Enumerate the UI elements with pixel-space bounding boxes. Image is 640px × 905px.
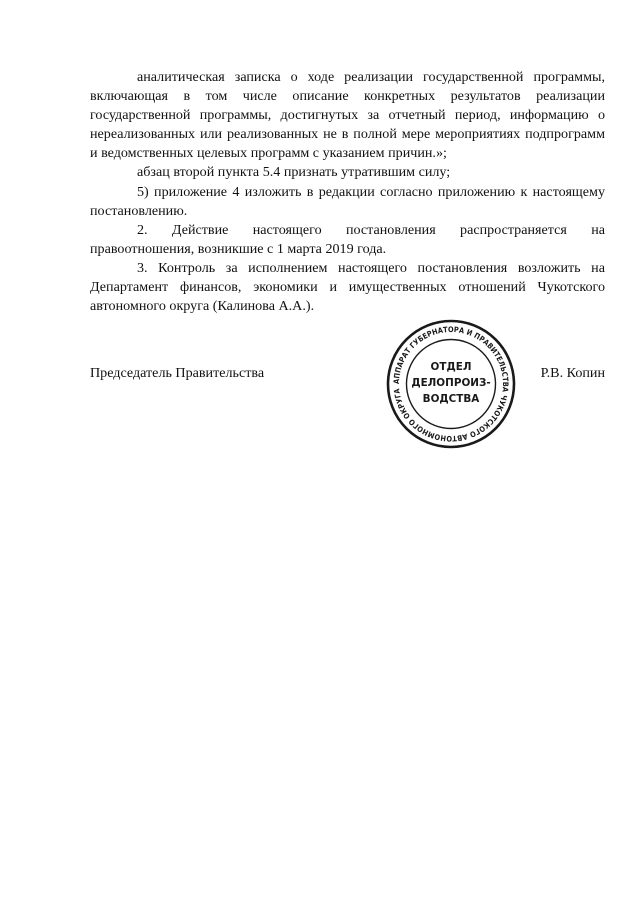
signer-name: Р.В. Копин xyxy=(540,365,605,381)
seal-ring-text: АППАРАТ ГУБЕРНАТОРА И ПРАВИТЕЛЬСТВА ЧУКОТСКОГО АВТОНОМНОГО ОКРУГА xyxy=(391,324,511,444)
document-body xyxy=(90,68,605,316)
paragraph-abzac: абзац второй пункта 5.4 признать утратившим силу; xyxy=(137,164,451,181)
paragraph-analytical-note: аналитическая записка о ходе реализации государственной программы, включающая в том числе описание конкретных результатов реализации государственной программы, достигнутых за отчетный период, информацию о нереализованных или реализованных не в полной мере мероприятиях подпрограмм и ведомственных целевых программ с указанием причин.»; xyxy=(90,69,605,162)
official-seal xyxy=(385,318,517,450)
signature-block xyxy=(90,364,605,384)
paragraph-appendix-4: 5) приложение 4 изложить в редакции согласно приложению к настоящему постановлению. xyxy=(90,183,605,219)
seal-center-line-1: ОТДЕЛ xyxy=(430,361,472,373)
paragraph-control: 3. Контроль за исполнением настоящего постановления возложить на Департамент финансов, экономики и имущественных отношений Чукотского автономного округа (Калинова А.А.). xyxy=(90,259,605,315)
seal-center-line-3: ВОДСТВА xyxy=(422,393,480,405)
signer-title: Председатель Правительства xyxy=(90,365,265,381)
seal-center-line-2: ДЕЛОПРОИЗ- xyxy=(411,377,491,389)
paragraph-effective-date: 2. Действие настоящего постановления распространяется на правоотношения, возникшие с 1 марта 2019 года. xyxy=(90,221,605,257)
seal-graphic xyxy=(385,318,517,450)
